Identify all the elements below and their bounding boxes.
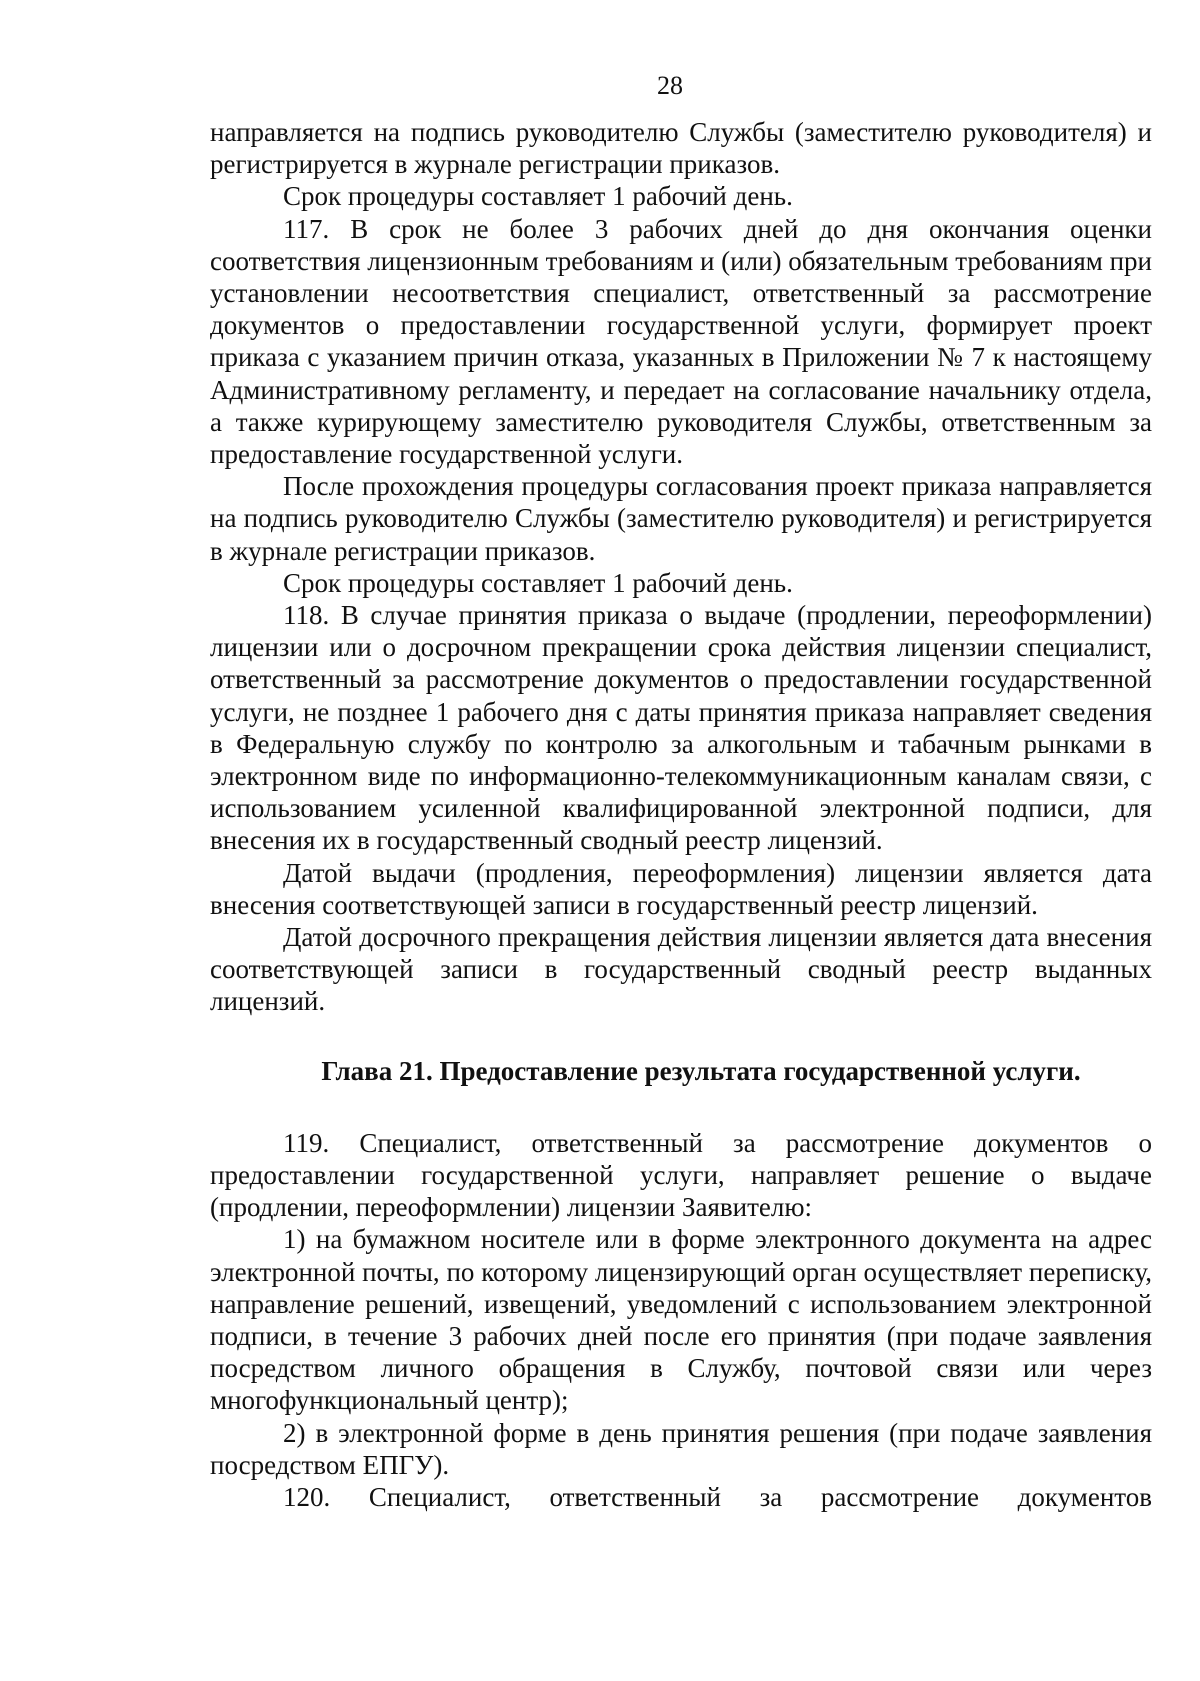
section-bottom	[210, 1127, 1152, 1513]
section-top	[210, 116, 1152, 1018]
page-number: 28	[657, 71, 683, 100]
paragraph: направляется на подпись руководителю Службы (заместителю руководителя) и регистрируется в журнале регистрации приказов.	[210, 117, 1152, 180]
paragraph: Срок процедуры составляет 1 рабочий день.	[283, 567, 793, 598]
chapter-heading: Глава 21. Предоставление результата государственной услуги.	[321, 1055, 1081, 1086]
paragraph-120: 120. Специалист, ответственный за рассмотрение документов	[283, 1481, 1152, 1512]
paragraph: Датой выдачи (продления, переоформления) лицензии является дата внесения соответствующей записи в государственный реестр лицензий.	[210, 857, 1152, 920]
list-item-2: 2) в электронной форме в день принятия решения (при подаче заявления посредством ЕПГУ).	[210, 1417, 1152, 1480]
paragraph-117: 117. В срок не более 3 рабочих дней до дня окончания оценки соответствия лицензионным требованиям и (или) обязательным требованиям при установлении несоответствия специалист, ответственный за рассмотрение документов о предоставлении государственной услуги, формирует проект приказа с указанием причин отказа, указанных в Приложении № 7 к настоящему Административному регламенту, и передает на согласование начальнику отдела, а также курирующему заместителю руководителя Службы, ответственным за предоставление государственной услуги.	[210, 213, 1152, 470]
paragraph-118: 118. В случае принятия приказа о выдаче (продлении, переоформлении) лицензии или о досрочном прекращении срока действия лицензии специалист, ответственный за рассмотрение документов о предоставлении государственной услуги, не позднее 1 рабочего дня с даты принятия приказа направляет сведения в Федеральную службу по контролю за алкогольным и табачным рынками в электронном виде по информационно-телекоммуникационным каналам связи, с использованием усиленной квалифицированной электронной подписи, для внесения их в государственный сводный реестр лицензий.	[210, 600, 1152, 856]
paragraph: После прохождения процедуры согласования проект приказа направляется на подпись руководителю Службы (заместителю руководителя) и регистрируется в журнале регистрации приказов.	[210, 471, 1152, 566]
paragraph: Датой досрочного прекращения действия лицензии является дата внесения соответствующей записи в государственный сводный реестр выданных лицензий.	[210, 922, 1152, 1017]
list-item-1: 1) на бумажном носителе или в форме электронного документа на адрес электронной почты, по которому лицензирующий орган осуществляет переписку, направление решений, извещений, уведомлений с использованием электронной подписи, в течение 3 рабочих дней после его принятия (при подаче заявления посредством личного обращения в Службу, почтовой связи или через многофункциональный центр);	[210, 1224, 1152, 1416]
paragraph-119: 119. Специалист, ответственный за рассмотрение документов о предоставлении государственной услуги, направляет решение о выдаче (продлении, переоформлении) лицензии Заявителю:	[210, 1127, 1152, 1223]
paragraph: Срок процедуры составляет 1 рабочий день.	[283, 181, 793, 212]
document-body	[210, 116, 1152, 1513]
